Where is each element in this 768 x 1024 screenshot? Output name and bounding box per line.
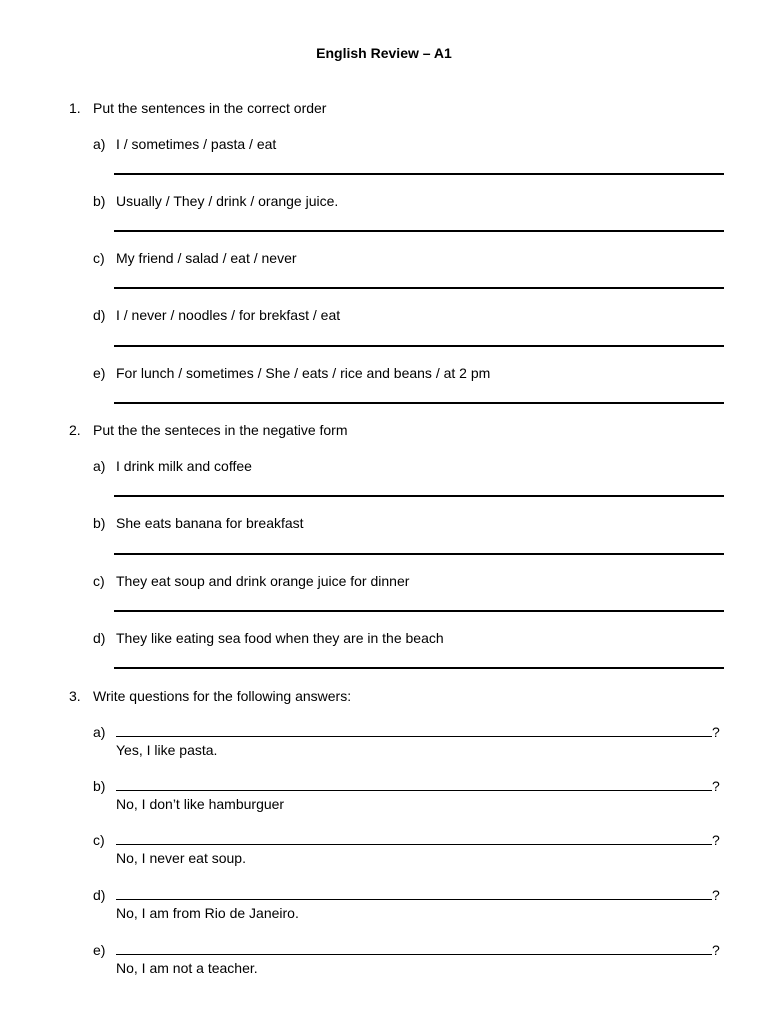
item-letter: a) bbox=[93, 724, 106, 740]
answer-line-1b[interactable] bbox=[114, 230, 724, 232]
item-text: They like eating sea food when they are in the beach bbox=[116, 630, 444, 646]
section-2-heading bbox=[69, 421, 729, 439]
question-mark: ? bbox=[712, 832, 720, 848]
item-text: For lunch / sometimes / She / eats / rice and beans / at 2 pm bbox=[116, 365, 491, 381]
question-blank[interactable] bbox=[116, 724, 712, 737]
section-instruction: Write questions for the following answers: bbox=[93, 688, 352, 704]
question-blank[interactable] bbox=[116, 942, 712, 955]
item-letter: a) bbox=[93, 136, 106, 152]
item-letter: b) bbox=[93, 515, 106, 531]
section-instruction: Put the the senteces in the negative form bbox=[93, 422, 348, 438]
item-text: My friend / salad / eat / never bbox=[116, 250, 297, 266]
answer-line-1d[interactable] bbox=[114, 345, 724, 347]
item-text: I drink milk and coffee bbox=[116, 458, 252, 474]
question-blank[interactable] bbox=[116, 887, 712, 900]
item-letter: a) bbox=[93, 458, 106, 474]
question-line-3d bbox=[93, 886, 733, 904]
answer-line-2a[interactable] bbox=[114, 495, 724, 497]
answer-text-3c: No, I never eat soup. bbox=[116, 850, 246, 866]
question-mark: ? bbox=[712, 942, 720, 958]
question-blank[interactable] bbox=[116, 778, 712, 791]
section-3-heading bbox=[69, 687, 729, 705]
answer-line-1a[interactable] bbox=[114, 173, 724, 175]
answer-line-1c[interactable] bbox=[114, 287, 724, 289]
section-number: 2. bbox=[69, 422, 81, 438]
item-letter: e) bbox=[93, 942, 106, 958]
item-2d bbox=[93, 629, 733, 647]
item-letter: b) bbox=[93, 778, 106, 794]
item-1c bbox=[93, 249, 733, 267]
question-mark: ? bbox=[712, 887, 720, 903]
item-2c bbox=[93, 572, 733, 590]
item-1b bbox=[93, 192, 733, 210]
answer-text-3b: No, I don’t like hamburguer bbox=[116, 796, 285, 812]
answer-line-2b[interactable] bbox=[114, 553, 724, 555]
item-text: I / sometimes / pasta / eat bbox=[116, 136, 277, 152]
item-letter: c) bbox=[93, 250, 105, 266]
answer-line-2d[interactable] bbox=[114, 667, 724, 669]
item-letter: d) bbox=[93, 307, 106, 323]
item-text: Usually / They / drink / orange juice. bbox=[116, 193, 339, 209]
item-text: They eat soup and drink orange juice for dinner bbox=[116, 573, 410, 589]
item-letter: e) bbox=[93, 365, 106, 381]
item-letter: d) bbox=[93, 630, 106, 646]
answer-text-3a: Yes, I like pasta. bbox=[116, 742, 218, 758]
question-mark: ? bbox=[712, 724, 720, 740]
item-text: I / never / noodles / for brekfast / eat bbox=[116, 307, 341, 323]
section-1-heading bbox=[69, 99, 729, 117]
question-mark: ? bbox=[712, 778, 720, 794]
question-line-3b bbox=[93, 777, 733, 795]
item-letter: c) bbox=[93, 832, 105, 848]
question-line-3e bbox=[93, 941, 733, 959]
section-number: 1. bbox=[69, 100, 81, 116]
page-title: English Review – A1 bbox=[316, 45, 452, 61]
item-2b bbox=[93, 514, 733, 532]
answer-text-3e: No, I am not a teacher. bbox=[116, 960, 258, 976]
item-2a bbox=[93, 457, 733, 475]
question-line-3a bbox=[93, 723, 733, 741]
item-letter: d) bbox=[93, 887, 106, 903]
answer-text-3d: No, I am from Rio de Janeiro. bbox=[116, 905, 299, 921]
section-instruction: Put the sentences in the correct order bbox=[93, 100, 327, 116]
item-letter: b) bbox=[93, 193, 106, 209]
answer-line-1e[interactable] bbox=[114, 402, 724, 404]
item-1e bbox=[93, 364, 733, 382]
item-1d bbox=[93, 306, 733, 324]
item-text: She eats banana for breakfast bbox=[116, 515, 304, 531]
question-line-3c bbox=[93, 831, 733, 849]
question-blank[interactable] bbox=[116, 832, 712, 845]
answer-line-2c[interactable] bbox=[114, 610, 724, 612]
section-number: 3. bbox=[69, 688, 81, 704]
item-1a bbox=[93, 135, 733, 153]
item-letter: c) bbox=[93, 573, 105, 589]
